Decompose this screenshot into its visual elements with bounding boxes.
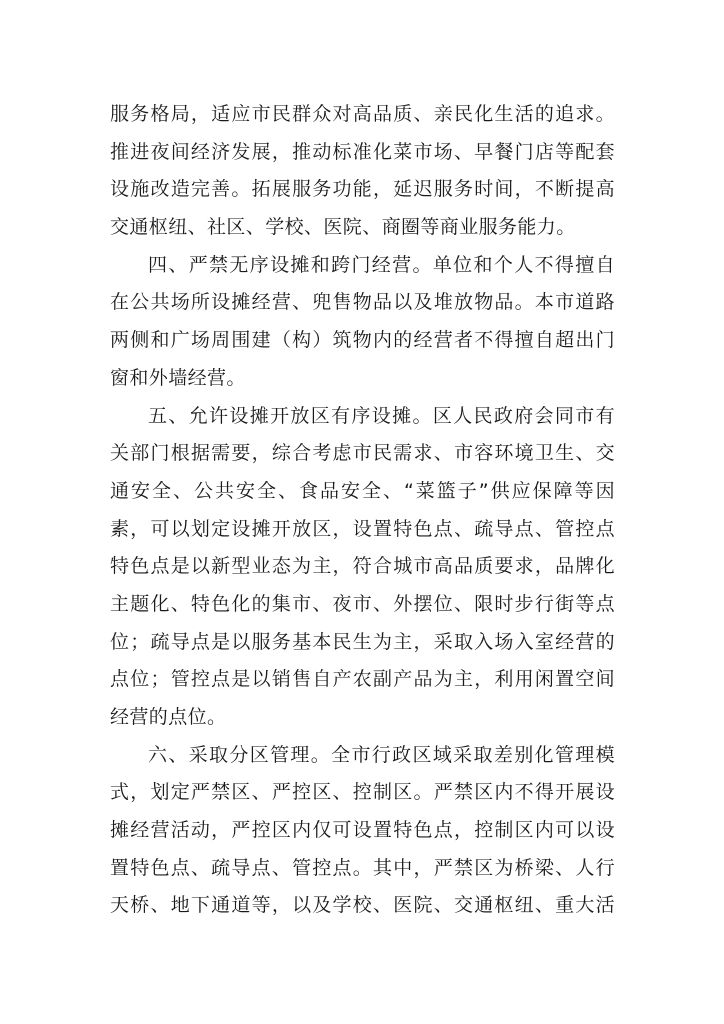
text-line: 摊经营活动，严控区内仅可设置特色点，控制区内可以设 [110, 819, 615, 842]
text-line: 通安全、公共安全、食品安全、“菜篮子”供应保障等因 [110, 479, 615, 502]
text-line: 两侧和广场周围建（构）筑物内的经营者不得擅自超出门 [110, 329, 615, 352]
text-line: 式，划定严禁区、严控区、控制区。严禁区内不得开展设 [110, 781, 615, 804]
body-text [110, 96, 615, 925]
text-line: 主题化、特色化的集市、夜市、外摆位、限时步行街等点 [110, 592, 615, 615]
paragraph-five-first-line: 五、允许设摊开放区有序设摊。区人民政府会同市有 [148, 404, 615, 427]
text-line: 窗和外墙经营。 [110, 366, 246, 389]
text-line: 推进夜间经济发展，推动标准化菜市场、早餐门店等配套 [110, 140, 615, 163]
text-line: 天桥、地下通道等，以及学校、医院、交通枢纽、重大活 [110, 894, 615, 917]
text-line: 置特色点、疏导点、管控点。其中，严禁区为桥梁、人行 [110, 856, 615, 879]
text-line: 特色点是以新型业态为主，符合城市高品质要求，品牌化 [110, 555, 615, 578]
text-line: 经营的点位。 [110, 706, 227, 728]
paragraph-six-first-line: 六、采取分区管理。全市行政区域采取差别化管理模 [148, 743, 615, 766]
text-line: 服务格局，适应市民群众对高品质、亲民化生活的追求。 [110, 103, 615, 125]
text-line: 位；疏导点是以服务基本民生为主，采取入场入室经营的 [110, 630, 615, 653]
paragraph-four-first-line: 四、严禁无序设摊和跨门经营。单位和个人不得擅自 [148, 253, 615, 276]
text-line: 设施改造完善。拓展服务功能，延迟服务时间，不断提高 [110, 178, 615, 201]
text-line: 点位；管控点是以销售自产农副产品为主，利用闲置空间 [110, 668, 615, 691]
text-line: 素，可以划定设摊开放区，设置特色点、疏导点、管控点 [110, 517, 615, 540]
text-line: 在公共场所设摊经营、兜售物品以及堆放物品。本市道路 [110, 291, 615, 314]
text-line: 关部门根据需要，综合考虑市民需求、市容环境卫生、交 [110, 442, 615, 465]
text-line: 交通枢纽、社区、学校、医院、商圈等商业服务能力。 [110, 216, 576, 239]
